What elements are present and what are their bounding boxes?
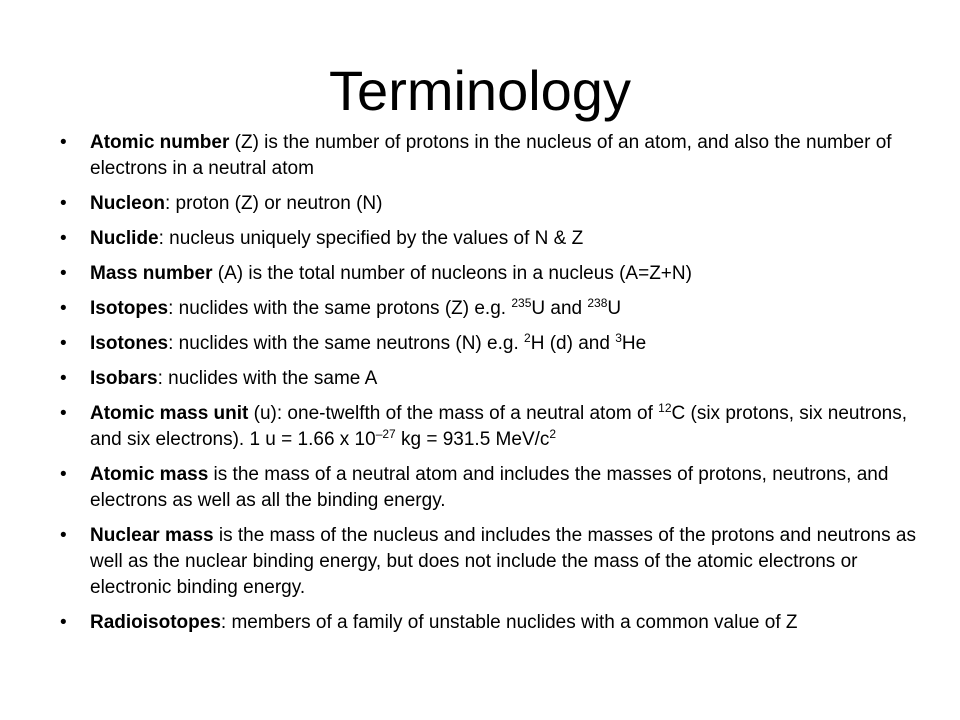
bullet-isotones <box>60 331 940 357</box>
definition-text: : nucleus uniquely specified by the values of N & Z <box>158 228 584 249</box>
superscript: 2 <box>549 427 557 441</box>
definition-text: : nuclides with the same protons (Z) e.g. <box>168 298 512 319</box>
term-label: Isobars <box>90 368 158 389</box>
term-label: Isotones <box>90 333 169 354</box>
term-label: Nuclear mass <box>90 525 214 546</box>
term-label: Radioisotopes <box>90 612 221 633</box>
term-label: Isotopes <box>90 298 169 319</box>
definition-text: : nuclides with the same neutrons (N) e.g. <box>168 333 525 354</box>
bullet-dot: • <box>60 132 67 153</box>
bullet-radioisotopes <box>60 610 940 636</box>
bullet-mass-number <box>60 261 940 287</box>
term-label: Atomic mass unit <box>90 403 249 424</box>
bullet-dot: • <box>60 464 67 485</box>
bullet-nucleon <box>60 191 940 217</box>
definition-text: U and <box>531 298 588 319</box>
definition-text: U <box>607 298 622 319</box>
definition-text: is the mass of the nucleus and includes the masses of the protons and neutrons as well as the nuclear binding energy, but does not include the mass of the atomic electrons or electronic binding energy. <box>90 525 916 598</box>
bullet-nuclide <box>60 226 940 252</box>
bullet-dot: • <box>60 403 67 424</box>
bullet-isotopes <box>60 296 940 322</box>
slide-title: Terminology <box>329 59 631 122</box>
bullet-atomic-mass-unit <box>60 401 940 453</box>
definition-text: He <box>621 333 647 354</box>
bullet-dot: • <box>60 263 67 284</box>
bullet-dot: • <box>60 333 67 354</box>
bullet-dot: • <box>60 298 67 319</box>
superscript: 235 <box>511 296 532 310</box>
bullet-atomic-mass <box>60 462 940 514</box>
definition-text: (A) is the total number of nucleons in a nucleus (A=Z+N) <box>212 263 692 284</box>
definition-text: kg = 931.5 MeV/c <box>395 429 550 450</box>
bullet-dot: • <box>60 525 67 546</box>
term-label: Atomic number <box>90 132 230 153</box>
bullet-isobars <box>60 366 940 392</box>
bullet-list <box>60 130 940 645</box>
term-label: Nuclide <box>90 228 159 249</box>
bullet-atomic-number <box>60 130 940 182</box>
definition-text: : nuclides with the same A <box>157 368 378 389</box>
definition-text: : members of a family of unstable nuclides with a common value of Z <box>220 612 798 633</box>
definition-text: H (d) and <box>530 333 616 354</box>
definition-text: C (six protons, six neutrons, and six electrons). 1 u = 1.66 x 10 <box>90 403 907 450</box>
term-label: Nucleon <box>90 193 165 214</box>
definition-text: (u): one-twelfth of the mass of a neutral atom of <box>248 403 659 424</box>
bullet-nuclear-mass <box>60 523 940 601</box>
superscript: –27 <box>375 427 396 441</box>
superscript: 238 <box>587 296 608 310</box>
bullet-dot: • <box>60 612 67 633</box>
bullet-dot: • <box>60 193 67 214</box>
superscript: 3 <box>615 331 622 345</box>
term-label: Mass number <box>90 263 213 284</box>
definition-text: (Z) is the number of protons in the nucleus of an atom, and also the number of electrons in a neutral atom <box>90 132 892 179</box>
definition-text: : proton (Z) or neutron (N) <box>164 193 383 214</box>
definition-text: is the mass of a neutral atom and includes the masses of protons, neutrons, and electrons as well as all the binding energy. <box>90 464 889 511</box>
bullet-dot: • <box>60 368 67 389</box>
superscript: 2 <box>524 331 531 345</box>
superscript: 12 <box>658 401 672 415</box>
bullet-dot: • <box>60 228 67 249</box>
term-label: Atomic mass <box>90 464 209 485</box>
